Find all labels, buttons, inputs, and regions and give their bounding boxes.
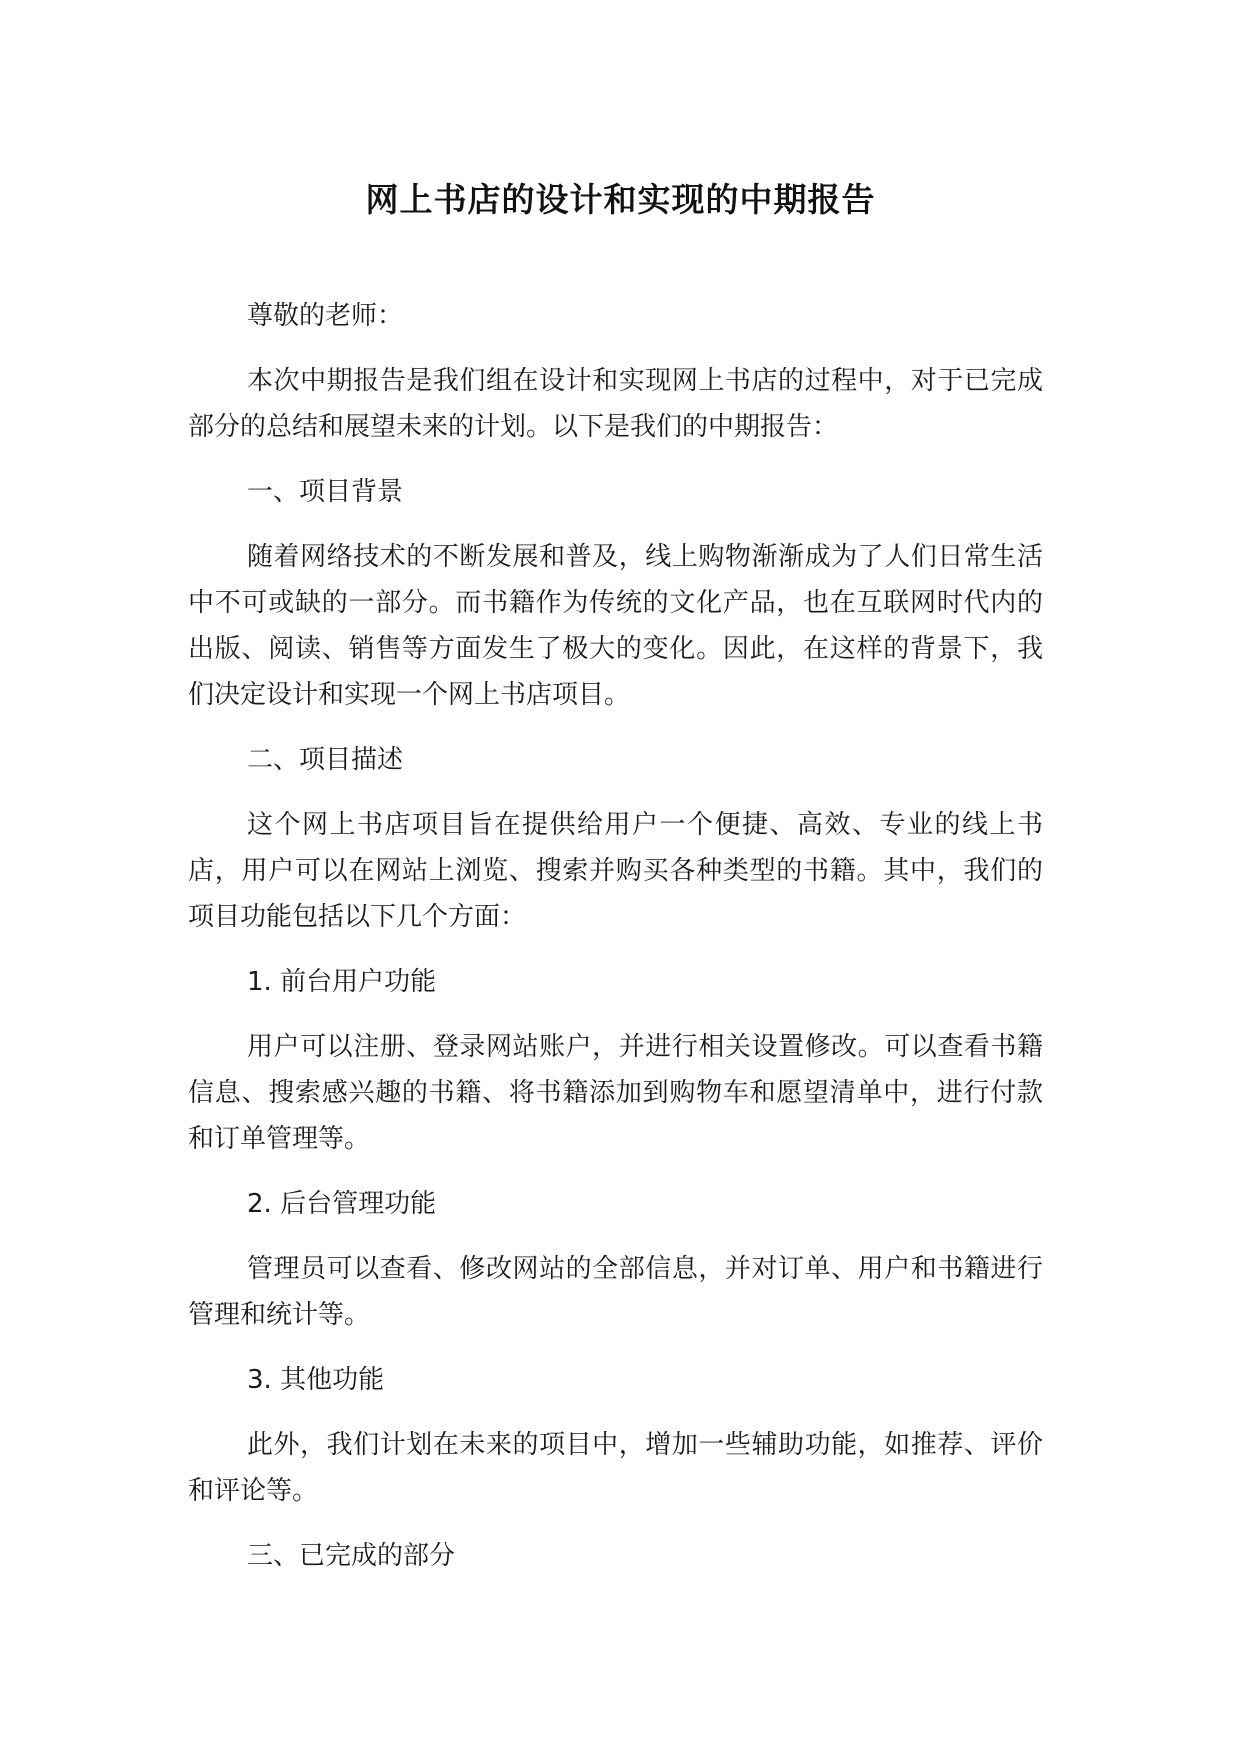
intro-paragraph: 本次中期报告是我们组在设计和实现网上书店的过程中，对于已完成部分的总结和展望未来的计划。以下是我们的中期报告： bbox=[188, 366, 1043, 442]
document-title: 网上书店的设计和实现的中期报告 bbox=[365, 180, 876, 219]
admin-features-paragraph: 管理员可以查看、修改网站的全部信息，并对订单、用户和书籍进行管理和统计等。 bbox=[188, 1254, 1043, 1330]
subheading-admin-features: 2. 后台管理功能 bbox=[247, 1189, 437, 1219]
salutation: 尊敬的老师： bbox=[247, 301, 404, 331]
section-heading-completed: 三、已完成的部分 bbox=[247, 1541, 456, 1571]
other-features-paragraph: 此外，我们计划在未来的项目中，增加一些辅助功能，如推荐、评价和评论等。 bbox=[188, 1430, 1043, 1506]
section-heading-background: 一、项目背景 bbox=[247, 477, 404, 507]
document-body bbox=[188, 293, 1043, 1598]
description-paragraph: 这个网上书店项目旨在提供给用户一个便捷、高效、专业的线上书店，用户可以在网站上浏览、搜索并购买各种类型的书籍。其中，我们的项目功能包括以下几个方面： bbox=[188, 810, 1043, 932]
section-heading-description: 二、项目描述 bbox=[247, 745, 404, 775]
background-paragraph: 随着网络技术的不断发展和普及，线上购物渐渐成为了人们日常生活中不可或缺的一部分。而书籍作为传统的文化产品，也在互联网时代内的出版、阅读、销售等方面发生了极大的变化。因此，在这样的背景下，我们决定设计和实现一个网上书店项目。 bbox=[188, 542, 1043, 710]
subheading-frontend-features: 1. 前台用户功能 bbox=[247, 967, 437, 997]
frontend-features-paragraph: 用户可以注册、登录网站账户，并进行相关设置修改。可以查看书籍信息、搜索感兴趣的书籍、将书籍添加到购物车和愿望清单中，进行付款和订单管理等。 bbox=[188, 1032, 1043, 1154]
subheading-other-features: 3. 其他功能 bbox=[247, 1365, 385, 1395]
